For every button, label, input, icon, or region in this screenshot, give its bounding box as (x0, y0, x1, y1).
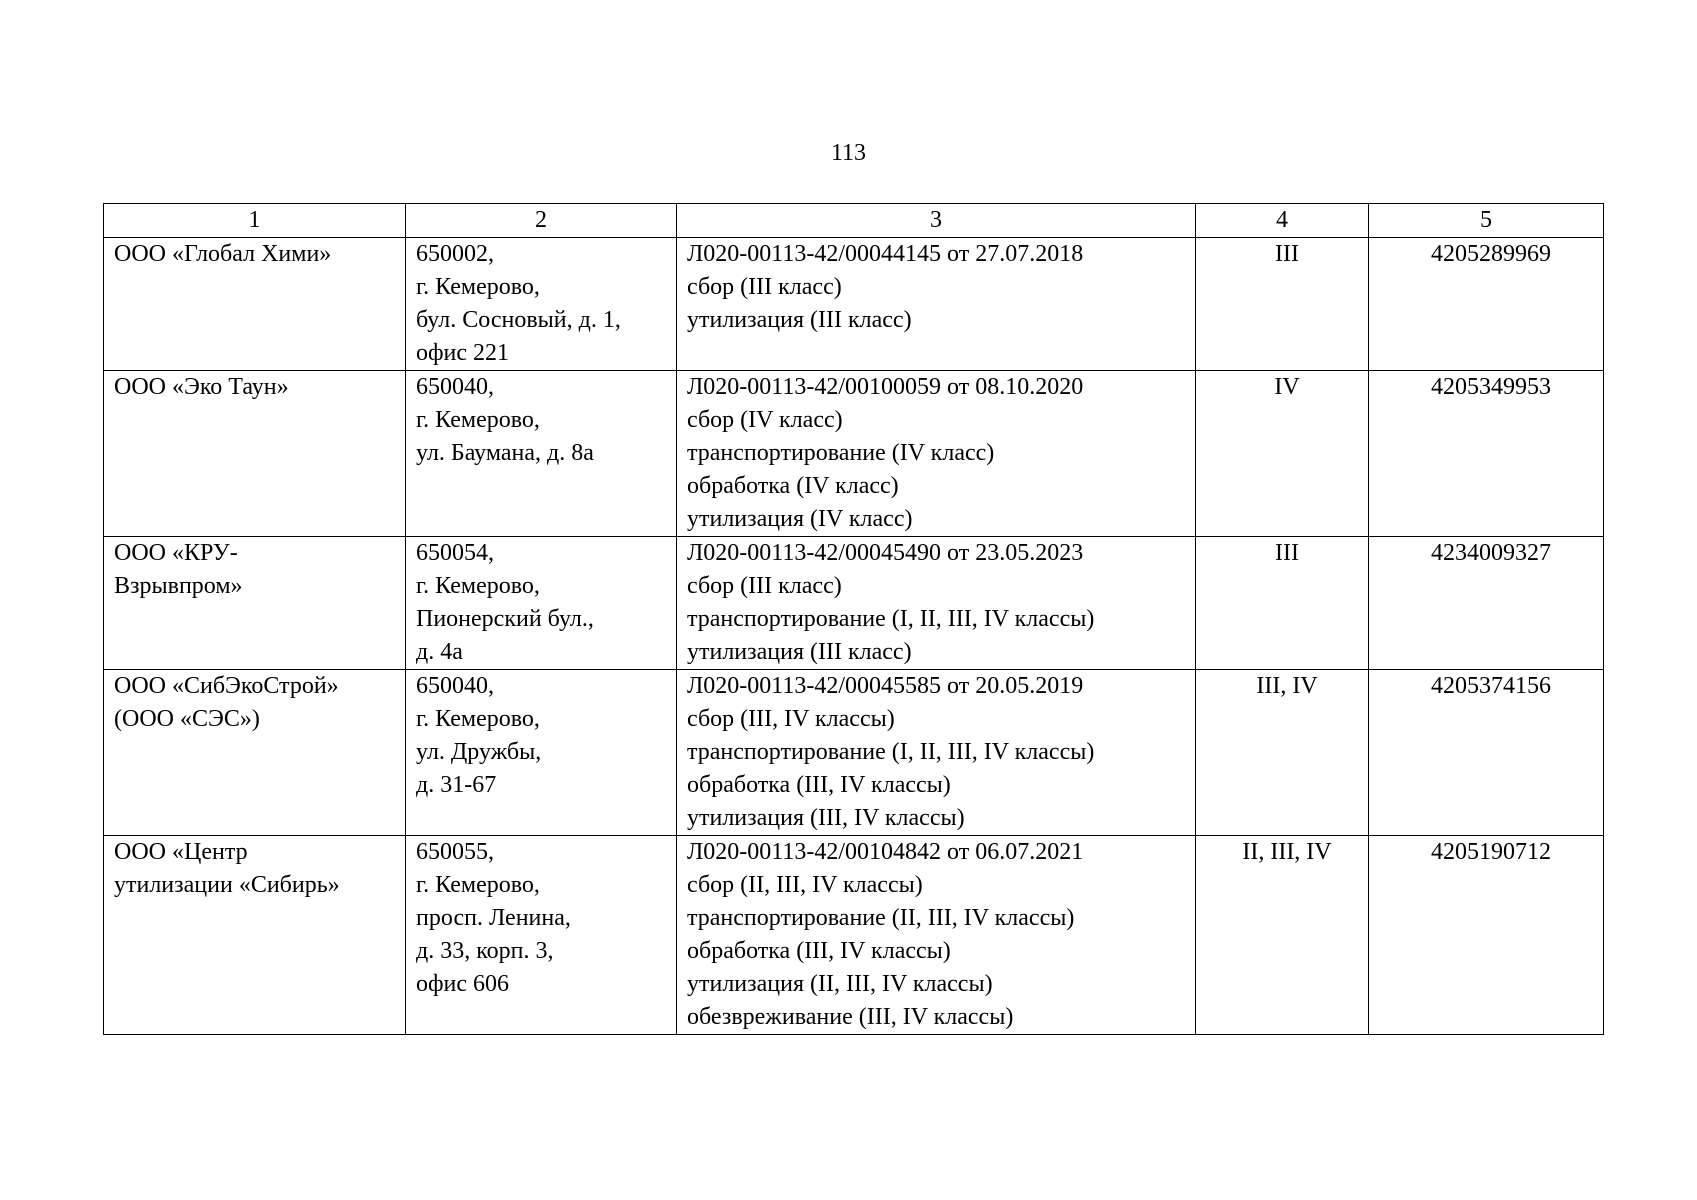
license-cell (677, 670, 1196, 836)
address-cell-line: 650055, (416, 839, 494, 865)
license-cell-line: утилизация (III, IV классы) (687, 805, 965, 831)
license-cell-line: утилизация (II, III, IV классы) (687, 971, 993, 997)
address-cell-line: бул. Сосновый, д. 1, (416, 307, 621, 333)
license-cell-line: утилизация (III класс) (687, 307, 912, 333)
license-cell-line: сбор (II, III, IV классы) (687, 872, 923, 898)
address-cell-line: ул. Баумана, д. 8а (416, 440, 594, 466)
license-cell-line: утилизация (IV класс) (687, 506, 913, 532)
hazard-class-cell: II, III, IV (1196, 836, 1369, 1035)
license-cell-line: сбор (III класс) (687, 573, 842, 599)
license-cell (677, 836, 1196, 1035)
address-cell-line: ул. Дружбы, (416, 739, 542, 765)
license-cell-line: обработка (III, IV классы) (687, 938, 951, 964)
license-cell (677, 537, 1196, 670)
license-cell (677, 371, 1196, 537)
inn-cell: 4205349953 (1369, 371, 1604, 537)
organization-cell (104, 537, 406, 670)
license-cell-line: обработка (III, IV классы) (687, 772, 951, 798)
table-row (104, 537, 1604, 670)
column-number-row (104, 204, 1604, 238)
organization-cell-line: (ООО «СЭС») (114, 706, 260, 732)
table-row (104, 238, 1604, 371)
license-cell-line: транспортирование (II, III, IV классы) (687, 905, 1075, 931)
inn-cell: 4205289969 (1369, 238, 1604, 371)
address-cell-line: г. Кемерово, (416, 407, 540, 433)
address-cell-line: офис 606 (416, 971, 510, 997)
organization-cell-line: ООО «КРУ- (114, 540, 238, 566)
license-cell-line: сбор (IV класс) (687, 407, 843, 433)
table-row (104, 371, 1604, 537)
license-cell-line: Л020-00113-42/00045490 от 23.05.2023 (687, 540, 1084, 566)
organization-cell-line: утилизации «Сибирь» (114, 872, 340, 898)
address-cell-line: 650002, (416, 241, 494, 267)
table-row (104, 670, 1604, 836)
organization-cell (104, 670, 406, 836)
inn-cell: 4205190712 (1369, 836, 1604, 1035)
license-cell-line: Л020-00113-42/00044145 от 27.07.2018 (687, 241, 1084, 267)
organization-cell-line: Взрывпром» (114, 573, 243, 599)
address-cell-line: д. 4а (416, 639, 463, 665)
address-cell-line: 650040, (416, 374, 494, 400)
organization-cell (104, 836, 406, 1035)
organization-cell-line: ООО «Эко Таун» (114, 374, 289, 400)
address-cell (406, 238, 677, 371)
address-cell-line: 650040, (416, 673, 494, 699)
address-cell (406, 371, 677, 537)
address-cell-line: г. Кемерово, (416, 706, 540, 732)
license-cell (677, 238, 1196, 371)
license-cell-line: Л020-00113-42/00104842 от 06.07.2021 (687, 839, 1084, 865)
column-header: 4 (1196, 204, 1369, 238)
waste-operators-table (103, 203, 1604, 1035)
address-cell-line: просп. Ленина, (416, 905, 571, 931)
organization-cell-line: ООО «Центр (114, 839, 248, 865)
address-cell-line: г. Кемерово, (416, 872, 540, 898)
license-cell-line: сбор (III, IV классы) (687, 706, 895, 732)
license-cell-line: транспортирование (I, II, III, IV классы) (687, 606, 1095, 632)
address-cell (406, 537, 677, 670)
hazard-class-cell: III (1196, 238, 1369, 371)
organization-cell-line: ООО «СибЭкоСтрой» (114, 673, 339, 699)
license-cell-line: утилизация (III класс) (687, 639, 912, 665)
column-header: 1 (104, 204, 406, 238)
license-cell-line: Л020-00113-42/00045585 от 20.05.2019 (687, 673, 1084, 699)
column-header: 3 (677, 204, 1196, 238)
address-cell-line: Пионерский бул., (416, 606, 594, 632)
organization-cell-line: ООО «Глобал Хими» (114, 241, 332, 267)
column-header: 5 (1369, 204, 1604, 238)
address-cell-line: г. Кемерово, (416, 573, 540, 599)
hazard-class-cell: IV (1196, 371, 1369, 537)
inn-cell: 4205374156 (1369, 670, 1604, 836)
table-row (104, 836, 1604, 1035)
address-cell-line: г. Кемерово, (416, 274, 540, 300)
address-cell-line: офис 221 (416, 340, 510, 366)
license-cell-line: транспортирование (I, II, III, IV классы) (687, 739, 1095, 765)
license-cell-line: обработка (IV класс) (687, 473, 899, 499)
inn-cell: 4234009327 (1369, 537, 1604, 670)
address-cell (406, 670, 677, 836)
organization-cell (104, 371, 406, 537)
address-cell-line: д. 33, корп. 3, (416, 938, 554, 964)
organization-cell (104, 238, 406, 371)
page-number: 113 (830, 140, 867, 166)
license-cell-line: сбор (III класс) (687, 274, 842, 300)
address-cell-line: 650054, (416, 540, 494, 566)
address-cell-line: д. 31-67 (416, 772, 497, 798)
hazard-class-cell: III, IV (1196, 670, 1369, 836)
hazard-class-cell: III (1196, 537, 1369, 670)
license-cell-line: транспортирование (IV класс) (687, 440, 995, 466)
column-header: 2 (406, 204, 677, 238)
address-cell (406, 836, 677, 1035)
license-cell-line: Л020-00113-42/00100059 от 08.10.2020 (687, 374, 1084, 400)
license-cell-line: обезвреживание (III, IV классы) (687, 1004, 1014, 1030)
